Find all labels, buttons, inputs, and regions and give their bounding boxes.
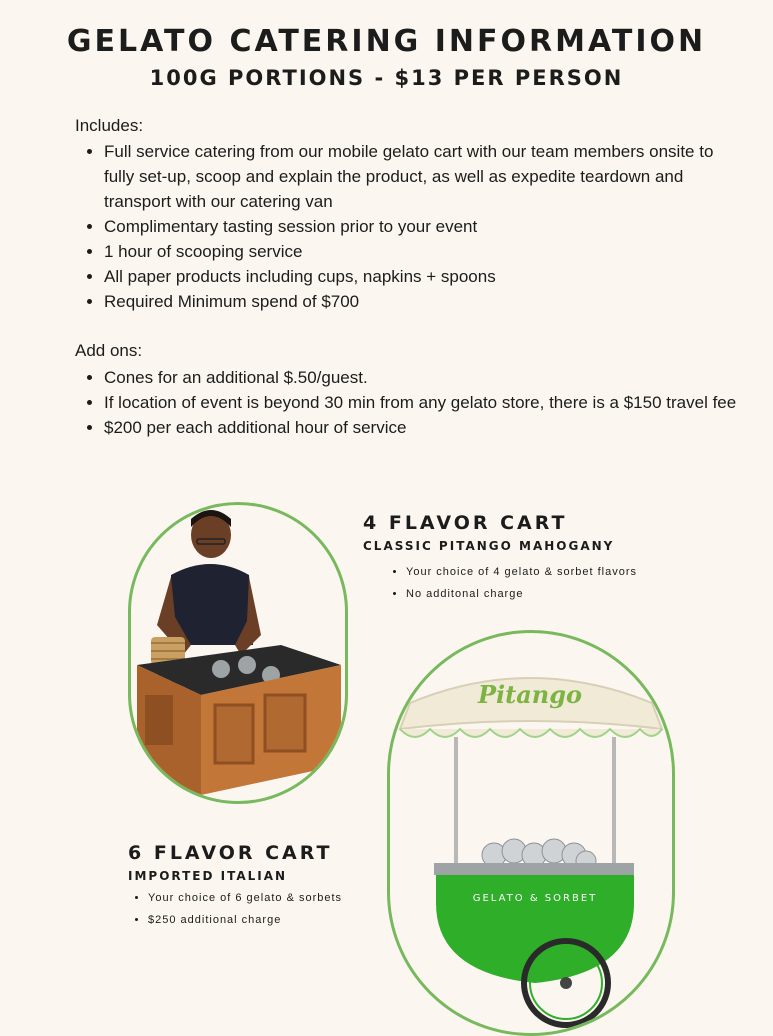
list-item: • All paper products including cups, napkins + spoons (104, 264, 744, 289)
includes-list (75, 139, 744, 314)
cart4-subtitle: CLASSIC PITANGO MAHOGANY (363, 539, 615, 553)
cart6-title: 6 FLAVOR CART (128, 842, 333, 864)
cart6-bullets (130, 887, 342, 931)
list-item: • Your choice of 4 gelato & sorbet flavors (406, 561, 637, 583)
list-item: • Cones for an additional $.50/guest. (104, 365, 744, 390)
cart4-title: 4 FLAVOR CART (363, 512, 568, 534)
cart6-subtitle: IMPORTED ITALIAN (128, 869, 288, 883)
list-item: • $250 additional charge (148, 909, 342, 931)
italian-cart-photo (387, 630, 675, 1036)
list-item: • $200 per each additional hour of service (104, 415, 744, 440)
list-item: • 1 hour of scooping service (104, 239, 744, 264)
list-item: • Your choice of 6 gelato & sorbets (148, 887, 342, 909)
list-item: • No additonal charge (406, 583, 637, 605)
includes-label: Includes: (75, 116, 144, 135)
cart4-bullets (388, 561, 637, 605)
mahogany-cart-photo (128, 502, 348, 804)
page-title: GELATO CATERING INFORMATION (66, 24, 707, 59)
canopy-logo: Pitango (477, 680, 583, 709)
list-item: • Full service catering from our mobile gelato cart with our team members onsite to fully set-up, scoop and explain the product, as well as expedite teardown and transport with our catering van (104, 139, 744, 214)
page-subtitle: 100G PORTIONS - $13 PER PERSON (149, 66, 624, 90)
list-item: • Complimentary tasting session prior to your event (104, 214, 744, 239)
list-item: • If location of event is beyond 30 min from any gelato store, there is a $150 travel fee (104, 390, 744, 415)
addons-label: Add ons: (75, 341, 143, 360)
list-item: • Required Minimum spend of $700 (104, 289, 744, 314)
cart-label: GELATO & SORBET (472, 893, 598, 904)
addons-list (75, 365, 744, 440)
